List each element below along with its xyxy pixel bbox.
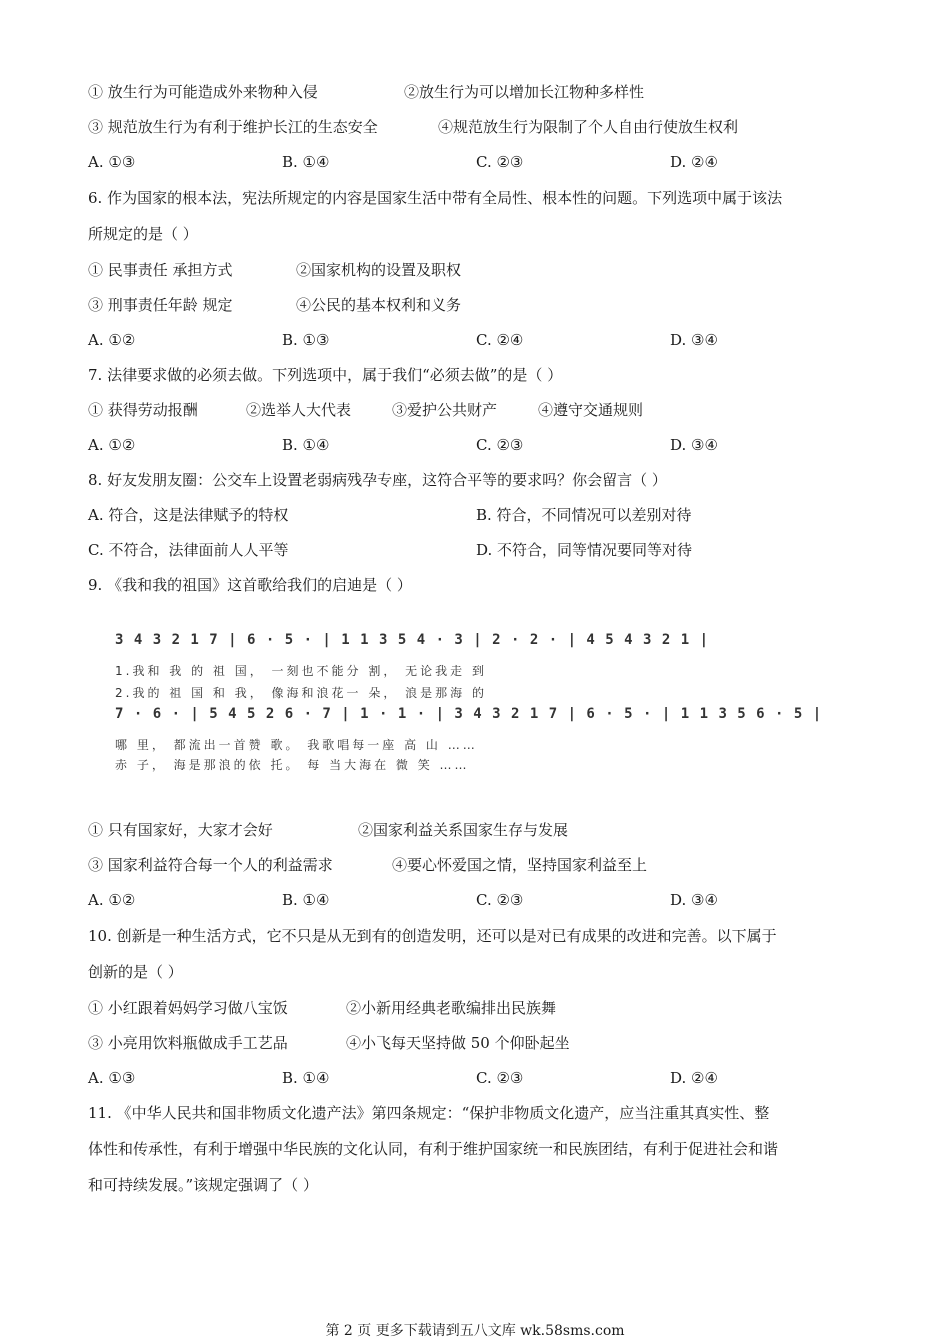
music-score <box>115 628 823 778</box>
q7-option-b[interactable]: B. ①④ <box>282 436 330 454</box>
q9-stem: 9. 《我和我的祖国》这首歌给我们的启迪是（ ） <box>88 576 412 594</box>
q10-option-c[interactable]: C. ②③ <box>476 1069 524 1087</box>
q9-statement-3: ③ 国家利益符合每一个人的利益需求 <box>88 856 333 874</box>
q8-option-d[interactable]: D. 不符合，同等情况要同等对待 <box>476 541 693 559</box>
q6-statement-3: ③ 刑事责任年龄 规定 <box>88 296 233 314</box>
q10-statement-2: ②小新用经典老歌编排出民族舞 <box>346 999 557 1017</box>
score-notes-row-2: 7 · 6 · | 5 4 5 2 6 · 7 | 1 · 1 · | 3 4 3 2 1 7 | 6 · 5 · | 1 1 3 5 6 · 5 | <box>115 706 823 722</box>
q11-stem-line-2: 体性和传承性，有利于增强中华民族的文化认同，有利于维护国家统一和民族团结，有利于促进社会和谐 <box>88 1140 779 1158</box>
q8-stem: 8. 好友发朋友圈：公交车上设置老弱病残孕专座，这符合平等的要求吗？你会留言（ ） <box>88 471 667 489</box>
q5-statement-4: ④规范放生行为限制了个人自由行使放生权利 <box>438 118 739 136</box>
q5-statement-1: ① 放生行为可能造成外来物种入侵 <box>88 83 318 101</box>
q9-option-b[interactable]: B. ①④ <box>282 891 330 909</box>
q9-option-a[interactable]: A. ①② <box>88 891 136 909</box>
q9-statement-1: ① 只有国家好，大家才会好 <box>88 821 273 839</box>
q10-option-a[interactable]: A. ①③ <box>88 1069 136 1087</box>
q5-statement-2: ②放生行为可以增加长江物种多样性 <box>404 83 645 101</box>
q7-statement-2: ②选举人大代表 <box>246 401 352 419</box>
q10-statement-1: ① 小红跟着妈妈学习做八宝饭 <box>88 999 288 1017</box>
q6-option-c[interactable]: C. ②④ <box>476 331 524 349</box>
q6-statement-2: ②国家机构的设置及职权 <box>296 261 462 279</box>
q6-option-b[interactable]: B. ①③ <box>282 331 330 349</box>
q8-option-c[interactable]: C. 不符合，法律面前人人平等 <box>88 541 289 559</box>
q7-stem: 7. 法律要求做的必须去做。下列选项中，属于我们“必须去做”的是（ ） <box>88 366 563 384</box>
q6-stem-line-1: 6. 作为国家的根本法，宪法所规定的内容是国家生活中带有全局性、根本性的问题。下列选项中属于该法 <box>88 189 783 207</box>
q6-statement-1: ① 民事责任 承担方式 <box>88 261 233 279</box>
q10-option-b[interactable]: B. ①④ <box>282 1069 330 1087</box>
q9-option-d[interactable]: D. ③④ <box>670 891 718 909</box>
q10-option-d[interactable]: D. ②④ <box>670 1069 718 1087</box>
q7-statement-4: ④遵守交通规则 <box>538 401 644 419</box>
q5-option-a[interactable]: A. ①③ <box>88 153 136 171</box>
q6-option-a[interactable]: A. ①② <box>88 331 136 349</box>
q10-stem-line-2: 创新的是（ ） <box>88 963 183 981</box>
q7-option-a[interactable]: A. ①② <box>88 436 136 454</box>
q11-stem-line-1: 11. 《中华人民共和国非物质文化遗产法》第四条规定：“保护非物质文化遗产，应当注重其真实性、整 <box>88 1104 770 1122</box>
score-lyrics-verse-1b: 哪 里， 都流出一首赞 歌。 我歌唱每一座 高 山 …… <box>115 738 478 752</box>
q9-statement-2: ②国家利益关系国家生存与发展 <box>358 821 569 839</box>
q5-option-b[interactable]: B. ①④ <box>282 153 330 171</box>
q7-statement-3: ③爱护公共财产 <box>392 401 498 419</box>
q6-stem-line-2: 所规定的是（ ） <box>88 225 198 243</box>
q6-statement-4: ④公民的基本权利和义务 <box>296 296 462 314</box>
q10-statement-3: ③ 小亮用饮料瓶做成手工艺品 <box>88 1034 288 1052</box>
q5-statement-3: ③ 规范放生行为有利于维护长江的生态安全 <box>88 118 378 136</box>
q11-stem-line-3: 和可持续发展。”该规定强调了（ ） <box>88 1176 318 1194</box>
q5-option-d[interactable]: D. ②④ <box>670 153 718 171</box>
q5-option-c[interactable]: C. ②③ <box>476 153 524 171</box>
q8-option-b[interactable]: B. 符合，不同情况可以差别对待 <box>476 506 692 524</box>
q7-option-c[interactable]: C. ②③ <box>476 436 524 454</box>
score-lyrics-verse-2b: 赤 子， 海是那浪的依 托。 每 当大海在 微 笑 …… <box>115 758 470 772</box>
q8-option-a[interactable]: A. 符合，这是法律赋予的特权 <box>88 506 289 524</box>
q7-option-d[interactable]: D. ③④ <box>670 436 718 454</box>
q10-statement-4: ④小飞每天坚持做 50 个仰卧起坐 <box>346 1034 570 1052</box>
q9-statement-4: ④要心怀爱国之情，坚持国家利益至上 <box>392 856 648 874</box>
page-footer: 第 2 页 更多下载请到五八文库 wk.58sms.com <box>325 1323 625 1339</box>
q10-stem-line-1: 10. 创新是一种生活方式，它不只是从无到有的创造发明，还可以是对已有成果的改进和完善。以下属于 <box>88 927 777 945</box>
score-lyrics-verse-1a: 1.我和 我 的 祖 国， 一刻也不能分 割， 无论我走 到 <box>115 664 487 678</box>
q9-option-c[interactable]: C. ②③ <box>476 891 524 909</box>
q7-statement-1: ① 获得劳动报酬 <box>88 401 198 419</box>
q6-option-d[interactable]: D. ③④ <box>670 331 718 349</box>
score-lyrics-verse-2a: 2.我的 祖 国 和 我， 像海和浪花一 朵， 浪是那海 的 <box>115 686 487 700</box>
score-notes-row-1: 3 4 3 2 1 7 | 6 · 5 · | 1 1 3 5 4 · 3 | 2 · 2 · | 4 5 4 3 2 1 | <box>115 632 710 648</box>
